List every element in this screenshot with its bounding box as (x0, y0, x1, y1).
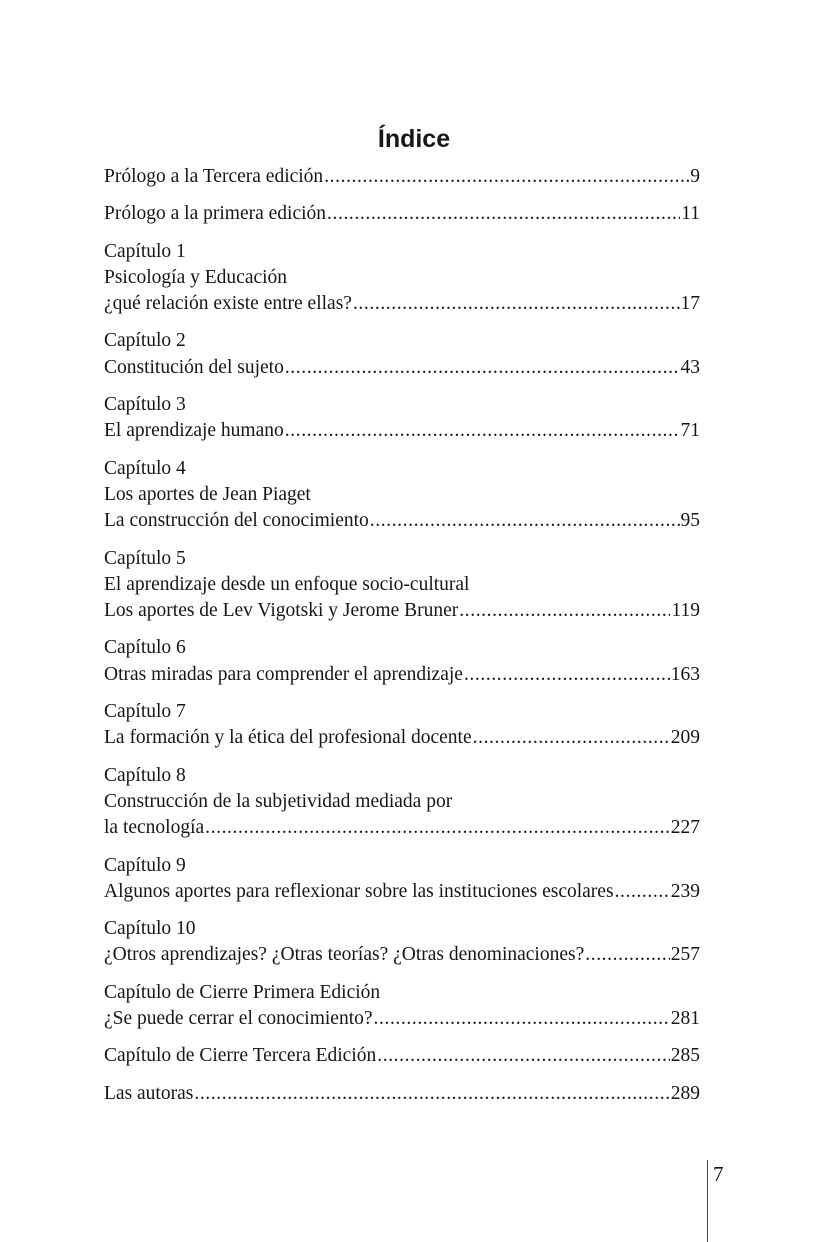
toc-entry-title: Capítulo de Cierre Tercera Edición (104, 1045, 377, 1067)
toc-entry-subtitle: Psicología y Educación (104, 266, 288, 288)
toc-entry-title-line (104, 1043, 700, 1069)
toc-entry (104, 916, 700, 969)
dot-leader (615, 879, 670, 905)
toc-entry (104, 328, 700, 381)
toc-entry-title-line (104, 355, 700, 381)
toc-entry-title: Otras miradas para comprender el aprendizaje (104, 663, 463, 685)
toc-entry-page-number: 71 (680, 420, 700, 442)
toc-entry-page-number: 11 (681, 203, 700, 225)
dot-leader (285, 355, 680, 381)
toc-entry-title-line (104, 725, 700, 751)
toc-entry-title-line (104, 418, 700, 444)
toc-entry-subtitle: Los aportes de Jean Piaget (104, 483, 311, 505)
toc-entry-heading: Capítulo 7 (104, 701, 186, 723)
table-of-contents (104, 164, 700, 1118)
dot-leader (353, 291, 680, 317)
dot-leader (285, 418, 680, 444)
toc-entry-title: Los aportes de Lev Vigotski y Jerome Bruner (104, 600, 459, 622)
toc-entry-page-number: 227 (670, 817, 700, 839)
toc-entry-heading: Capítulo 1 (104, 240, 186, 262)
toc-entry-title: Las autoras (104, 1082, 194, 1104)
toc-entry (104, 1043, 700, 1069)
toc-entry-heading: Capítulo 2 (104, 330, 186, 352)
toc-entry-heading: Capítulo de Cierre Primera Edición (104, 981, 381, 1003)
toc-entry-title-line (104, 291, 700, 317)
toc-entry-title-line (104, 1081, 700, 1107)
toc-entry-title: El aprendizaje humano (104, 420, 284, 442)
page-number-divider (707, 1160, 708, 1242)
toc-entry (104, 1081, 700, 1107)
toc-entry-heading: Capítulo 10 (104, 918, 196, 940)
dot-leader (459, 598, 670, 624)
dot-leader (585, 942, 670, 968)
toc-entry-title-line (104, 879, 700, 905)
toc-entry-page-number: 9 (690, 166, 700, 187)
toc-entry-heading: Capítulo 3 (104, 394, 186, 416)
toc-entry-title: La construcción del conocimiento (104, 510, 369, 532)
toc-entry-page-number: 119 (671, 600, 700, 622)
toc-entry-title: ¿Otros aprendizajes? ¿Otras teorías? ¿Otras denominaciones? (104, 944, 585, 966)
toc-entry (104, 980, 700, 1033)
dot-leader (464, 662, 670, 688)
page-title: Índice (377, 125, 451, 153)
dot-leader (374, 1006, 670, 1032)
toc-entry-title-line (104, 1006, 700, 1032)
toc-entry (104, 635, 700, 688)
page-number: 7 (713, 1162, 724, 1186)
dot-leader (370, 508, 680, 534)
toc-entry-page-number: 257 (670, 944, 700, 966)
toc-entry-page-number: 43 (680, 356, 700, 378)
toc-entry-page-number: 163 (670, 663, 700, 685)
toc-entry-title-line (104, 598, 700, 624)
toc-entry (104, 201, 700, 227)
toc-entry-title-line (104, 164, 700, 190)
toc-entry-page-number: 281 (670, 1008, 700, 1030)
toc-entry-heading: Capítulo 8 (104, 764, 186, 786)
toc-entry-title: Constitución del sujeto (104, 356, 284, 378)
toc-entry-title-line (104, 942, 700, 968)
toc-entry-title: ¿Se puede cerrar el conocimiento? (104, 1008, 373, 1030)
toc-entry-title: la tecnología (104, 817, 205, 839)
toc-entry-title: Prólogo a la primera edición (104, 203, 327, 225)
toc-entry-page-number: 239 (670, 880, 700, 902)
dot-leader (473, 725, 670, 751)
toc-entry-page-number: 17 (680, 293, 700, 315)
toc-entry-heading: Capítulo 5 (104, 547, 186, 569)
toc-entry-title-line (104, 662, 700, 688)
toc-entry-page-number: 285 (670, 1045, 700, 1067)
toc-entry-heading: Capítulo 6 (104, 637, 186, 659)
toc-entry-page-number: 289 (670, 1082, 700, 1104)
toc-entry (104, 392, 700, 445)
dot-leader (324, 164, 689, 190)
dot-leader (205, 815, 670, 841)
toc-entry-subtitle: El aprendizaje desde un enfoque socio-cultural (104, 573, 470, 595)
toc-entry (104, 456, 700, 535)
toc-entry (104, 853, 700, 906)
toc-entry (104, 239, 700, 318)
toc-entry-title-line (104, 815, 700, 841)
toc-entry (104, 546, 700, 625)
toc-entry (104, 763, 700, 842)
toc-entry-title-line (104, 201, 700, 227)
toc-entry-subtitle: Construcción de la subjetividad mediada por (104, 790, 453, 812)
toc-entry-title: Algunos aportes para reflexionar sobre las instituciones escolares (104, 880, 614, 902)
dot-leader (377, 1043, 670, 1069)
toc-entry-heading: Capítulo 9 (104, 854, 186, 876)
toc-entry (104, 164, 700, 190)
toc-entry-page-number: 209 (670, 727, 700, 749)
toc-entry-page-number: 95 (680, 510, 700, 532)
toc-entry-title: ¿qué relación existe entre ellas? (104, 293, 352, 315)
toc-entry-heading: Capítulo 4 (104, 457, 186, 479)
toc-entry (104, 699, 700, 752)
toc-entry-title-line (104, 508, 700, 534)
toc-entry-title: Prólogo a la Tercera edición (104, 166, 324, 187)
dot-leader (194, 1081, 669, 1107)
toc-entry-title: La formación y la ética del profesional docente (104, 727, 472, 749)
dot-leader (327, 201, 680, 227)
